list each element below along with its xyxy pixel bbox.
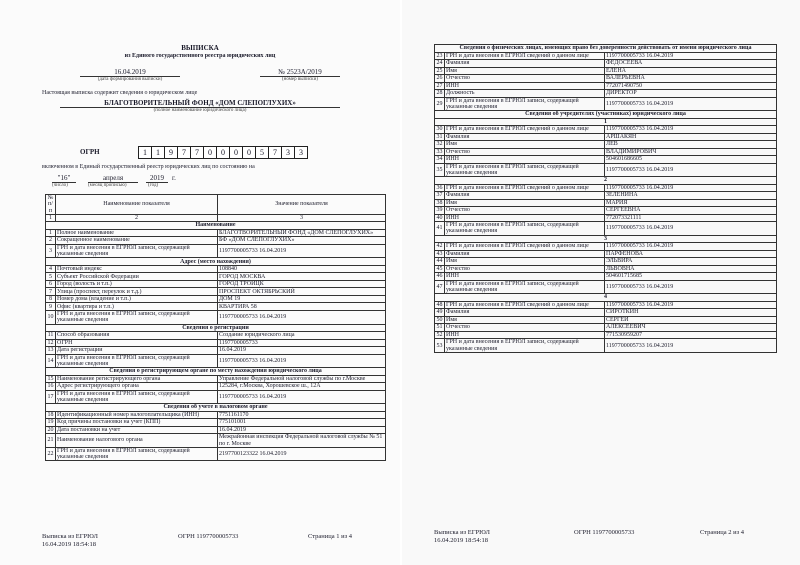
section-heading-title: Адрес (место нахождения) — [46, 258, 386, 266]
table-row — [46, 237, 386, 245]
indicator-value: 16.04.2019 — [218, 426, 386, 434]
indicator-value: 1197700005733 16.04.2019 — [605, 243, 777, 251]
table-row — [46, 339, 386, 347]
indicator-value: ГОРОД ТРОИЦК — [218, 280, 386, 288]
row-number: 16 — [47, 383, 54, 390]
table-row — [46, 310, 386, 324]
founder-index-title: 1 — [435, 118, 777, 126]
indicator-name: Отчество — [445, 324, 605, 332]
row-number: 25 — [436, 67, 443, 74]
table-row — [435, 199, 777, 207]
table-row — [435, 222, 777, 236]
indicator-name: Фамилия — [445, 250, 605, 258]
footer-left-title: Выписка из ЕГРЮЛ — [434, 529, 490, 536]
ogrn-digit: 7 — [190, 146, 204, 159]
indicator-value: ПАРФЕНОВА — [605, 250, 777, 258]
section-heading — [46, 222, 386, 230]
indicator-name: ГРН и дата внесения в ЕГРЮЛ сведений о данном лице — [445, 243, 605, 251]
row-number: 42 — [436, 243, 443, 250]
state-day: "16" — [52, 174, 76, 183]
row-number: 5 — [46, 273, 56, 281]
founder-index — [435, 118, 777, 126]
row-number: 13 — [47, 347, 54, 354]
indicator-name: ГРН и дата внесения в ЕГРЮЛ записи, содержащей указанные сведения — [56, 390, 218, 404]
row-number: 17 — [46, 390, 56, 404]
indicator-value: 1197700005733 16.04.2019 — [218, 390, 386, 404]
indicator-name: Отчество — [445, 75, 605, 83]
table-row — [435, 243, 777, 251]
indicator-value: АРШАКЯН — [605, 133, 777, 141]
header-number: 3 — [218, 214, 386, 222]
row-number: 48 — [436, 301, 443, 308]
row-number: 43 — [436, 250, 443, 257]
table-row — [46, 434, 386, 448]
register-table-page-1 — [45, 194, 386, 461]
row-number: 23 — [436, 52, 443, 59]
table-row — [435, 156, 777, 164]
indicator-value: 108840 — [218, 265, 386, 273]
row-number: 41 — [435, 222, 445, 236]
indicator-value: ДОМ 19 — [218, 295, 386, 303]
table-row — [46, 244, 386, 258]
extract-title: ВЫПИСКА — [181, 44, 219, 52]
row-number: 11 — [46, 332, 56, 340]
section-heading — [46, 368, 386, 376]
indicator-value: 1197700005733 16.04.2019 — [218, 310, 386, 324]
indicator-name: Отчество — [445, 265, 605, 273]
indicator-value: МАРИЯ — [605, 199, 777, 207]
section-heading — [46, 258, 386, 266]
table-row — [435, 60, 777, 68]
footer-left-date: 16.04.2019 18:54:18 — [434, 537, 488, 544]
table-row — [435, 133, 777, 141]
indicator-name: Почтовый индекс — [56, 265, 218, 273]
indicator-name: Имя — [445, 67, 605, 75]
ogrn-digit-boxes — [138, 146, 307, 159]
row-number: 3 — [46, 244, 56, 258]
table-row — [46, 383, 386, 391]
founder-index-title: 4 — [435, 294, 777, 302]
extract-date: 16.04.2019 — [80, 68, 180, 77]
month-caption: (месяц прописью) — [88, 183, 127, 188]
indicator-name: ГРН и дата внесения в ЕГРЮЛ записи, содержащей указанные сведения — [56, 310, 218, 324]
intro-text: Настоящая выписка содержит сведения о юридическом лице — [42, 90, 198, 96]
table-row — [435, 309, 777, 317]
table-row — [46, 447, 386, 461]
ogrn-label: ОГРН — [80, 148, 100, 156]
footer-page-number: Страница 1 из 4 — [308, 533, 353, 540]
document-page-2 — [402, 0, 800, 565]
indicator-name: ГРН и дата внесения в ЕГРЮЛ записи, содержащей указанные сведения — [445, 222, 605, 236]
table-row — [46, 419, 386, 427]
indicator-value: ФЕДОСЕЕВА — [605, 60, 777, 68]
row-number: 2 — [46, 237, 56, 245]
footer-page-number: Страница 2 из 4 — [700, 529, 745, 536]
indicator-value: 16.04.2019 — [218, 347, 386, 355]
entity-name: БЛАГОТВОРИТЕЛЬНЫЙ ФОНД «ДОМ СЛЕПОГЛУХИХ» — [60, 99, 340, 108]
indicator-value: 1197700005733 16.04.2019 — [605, 184, 777, 192]
row-number: 46 — [436, 273, 443, 280]
ogrn-digit: 0 — [242, 146, 256, 159]
table-row — [435, 316, 777, 324]
table-row — [46, 411, 386, 419]
indicator-name: Имя — [445, 141, 605, 149]
row-number: 9 — [46, 303, 56, 311]
indicator-value: Управление Федеральной налоговой службы по г.Москве — [218, 375, 386, 383]
indicator-value: 1197700005733 16.04.2019 — [605, 97, 777, 111]
indicator-value: 1197700005733 16.04.2019 — [605, 301, 777, 309]
indicator-value: СЕРГЕЙ — [605, 316, 777, 324]
section-heading-title: Сведения о регистрирующем органе по месту нахождения юридического лица — [46, 368, 386, 376]
section-heading-title: Сведения о физических лицах, имеющих право без доверенности действовать от имени юридического лица — [435, 45, 777, 53]
section-heading-title: Наименование — [46, 222, 386, 230]
indicator-name: ГРН и дата внесения в ЕГРЮЛ сведений о данном лице — [445, 301, 605, 309]
indicator-name: Наименование налогового органа — [56, 434, 218, 448]
indicator-value: ВАЛЕРЬЕВНА — [605, 75, 777, 83]
indicator-value: 1197700005733 16.04.2019 — [218, 244, 386, 258]
row-number: 44 — [436, 258, 443, 265]
table-row — [435, 214, 777, 222]
ogrn-digit: 1 — [151, 146, 165, 159]
indicator-name: ИНН — [445, 331, 605, 339]
indicator-name: Номер дома (владение и т.п.) — [56, 295, 218, 303]
table-row — [46, 265, 386, 273]
founder-index — [435, 235, 777, 243]
indicator-name: ГРН и дата внесения в ЕГРЮЛ записи, содержащей указанные сведения — [445, 163, 605, 177]
indicator-value: 1197700005733 16.04.2019 — [605, 126, 777, 134]
indicator-value: Создание юридического лица — [218, 332, 386, 340]
indicator-name: Фамилия — [445, 133, 605, 141]
table-row — [46, 347, 386, 355]
section-heading — [46, 324, 386, 332]
indicator-name: Дата регистрации — [56, 347, 218, 355]
indicator-value: 125284, г.Москва, Хорошевское ш., 12А — [218, 383, 386, 391]
row-number: 34 — [436, 156, 443, 163]
indicator-value: 504601686605 — [605, 156, 777, 164]
row-number: 29 — [435, 97, 445, 111]
indicator-name: Способ образования — [56, 332, 218, 340]
row-number: 20 — [47, 426, 54, 433]
table-row — [435, 258, 777, 266]
indicator-value: ЭЛЬВИРА — [605, 258, 777, 266]
table-row — [46, 354, 386, 368]
included-text: включенном в Единый государственный реестр юридических лиц по состоянию на — [42, 164, 255, 170]
indicator-name: ГРН и дата внесения в ЕГРЮЛ записи, содержащей указанные сведения — [445, 339, 605, 353]
row-number: 10 — [46, 310, 56, 324]
extract-subtitle: из Единого государственного реестра юридических лиц — [124, 53, 276, 59]
ogrn-digit: 0 — [203, 146, 217, 159]
table-row — [435, 250, 777, 258]
indicator-name: ИНН — [445, 273, 605, 281]
indicator-name: ИНН — [445, 214, 605, 222]
year-caption: (год) — [148, 183, 159, 188]
indicator-name: Субъект Российской Федерации — [56, 273, 218, 281]
founder-index-title: 3 — [435, 235, 777, 243]
row-number: 7 — [46, 288, 56, 296]
table-row — [46, 426, 386, 434]
indicator-name: Должность — [445, 90, 605, 98]
row-number: 6 — [46, 280, 56, 288]
indicator-name: Имя — [445, 258, 605, 266]
indicator-value: ЛЬВОВНА — [605, 265, 777, 273]
indicator-value: 775101001 — [218, 419, 386, 427]
indicator-name: ГРН и дата внесения в ЕГРЮЛ записи, содержащей указанные сведения — [56, 354, 218, 368]
ogrn-digit: 0 — [229, 146, 243, 159]
day-caption: (число) — [52, 183, 68, 188]
table-row — [435, 339, 777, 353]
indicator-name: ГРН и дата внесения в ЕГРЮЛ сведений о данном лице — [445, 52, 605, 60]
ogrn-digit: 0 — [216, 146, 230, 159]
extract-number: № 2523А/2019 — [260, 68, 340, 77]
indicator-name: Полное наименование — [56, 229, 218, 237]
indicator-name: Дата постановки на учет — [56, 426, 218, 434]
indicator-value: ДИРЕКТОР — [605, 90, 777, 98]
indicator-value: 504601715685 — [605, 273, 777, 281]
indicator-name: Идентификационный номер налогоплательщика (ИНН) — [56, 411, 218, 419]
row-number: 45 — [436, 265, 443, 272]
table-row — [435, 67, 777, 75]
footer-ogrn: ОГРН 1197700005733 — [178, 533, 239, 540]
indicator-value: БЛАГОТВОРИТЕЛЬНЫЙ ФОНД «ДОМ СЛЕПОГЛУХИХ» — [218, 229, 386, 237]
state-year-suffix: г. — [172, 174, 176, 182]
ogrn-digit: 9 — [164, 146, 178, 159]
indicator-value: 7751161170 — [218, 411, 386, 419]
table-row — [435, 141, 777, 149]
header-number: 1 — [46, 214, 56, 222]
founder-index — [435, 177, 777, 185]
row-number: 52 — [436, 331, 443, 338]
table-row — [435, 148, 777, 156]
section-heading-title: Сведения о регистрации — [46, 324, 386, 332]
table-row — [435, 324, 777, 332]
ogrn-digit: 3 — [294, 146, 308, 159]
table-row — [435, 82, 777, 90]
indicator-value: 1197700005733 16.04.2019 — [218, 354, 386, 368]
section-heading — [46, 404, 386, 412]
footer-left-date: 16.04.2019 18:54:18 — [42, 541, 96, 548]
indicator-name: Фамилия — [445, 309, 605, 317]
header-numbers-row — [46, 214, 386, 222]
row-number: 14 — [46, 354, 56, 368]
table-row — [435, 273, 777, 281]
table-row — [435, 97, 777, 111]
extract-date-caption: (дата формирования выписки) — [97, 77, 163, 82]
section-heading — [435, 45, 777, 53]
indicator-name: Фамилия — [445, 60, 605, 68]
row-number: 36 — [436, 184, 443, 191]
indicator-value: 771530959207 — [605, 331, 777, 339]
row-number: 40 — [436, 214, 443, 221]
row-number: 26 — [436, 75, 443, 82]
section-heading — [435, 111, 777, 119]
indicator-name: ГРН и дата внесения в ЕГРЮЛ записи, содержащей указанные сведения — [445, 97, 605, 111]
row-number: 37 — [436, 192, 443, 199]
indicator-name: ИНН — [445, 82, 605, 90]
row-number: 53 — [435, 339, 445, 353]
indicator-name: Код причины постановки на учет (КПП) — [56, 419, 218, 427]
indicator-value: БФ «ДОМ СЛЕПОГЛУХИХ» — [218, 237, 386, 245]
row-number: 24 — [436, 60, 443, 67]
row-number: 50 — [436, 316, 443, 323]
indicator-name: ГРН и дата внесения в ЕГРЮЛ записи, содержащей указанные сведения — [56, 244, 218, 258]
indicator-value: КВАРТИРА 58 — [218, 303, 386, 311]
indicator-name: ОГРН — [56, 339, 218, 347]
indicator-name: Отчество — [445, 207, 605, 215]
table-row — [46, 390, 386, 404]
ogrn-digit: 7 — [177, 146, 191, 159]
indicator-name: Адрес регистрирующего органа — [56, 383, 218, 391]
row-number: 38 — [436, 199, 443, 206]
row-number: 22 — [46, 447, 56, 461]
indicator-name: ГРН и дата внесения в ЕГРЮЛ сведений о данном лице — [445, 126, 605, 134]
header-value: Значение показателя — [218, 195, 386, 215]
indicator-name: ГРН и дата внесения в ЕГРЮЛ записи, содержащей указанные сведения — [56, 447, 218, 461]
table-row — [435, 126, 777, 134]
ogrn-digit: 3 — [281, 146, 295, 159]
register-table-page-2 — [434, 44, 777, 353]
indicator-value: 1197700005733 16.04.2019 — [605, 52, 777, 60]
section-heading-title: Сведения об учредителях (участниках) юридического лица — [435, 111, 777, 119]
indicator-value: 2197700123322 16.04.2019 — [218, 447, 386, 461]
row-number: 18 — [47, 411, 54, 418]
table-row — [435, 75, 777, 83]
row-number: 32 — [436, 141, 443, 148]
row-number: 15 — [47, 375, 54, 382]
indicator-name: Наименование регистрирующего органа — [56, 375, 218, 383]
indicator-name: ГРН и дата внесения в ЕГРЮЛ записи, содержащей указанные сведения — [445, 280, 605, 294]
indicator-value: 1197700005733 16.04.2019 — [605, 222, 777, 236]
table-row — [46, 273, 386, 281]
row-number: 27 — [436, 82, 443, 89]
table-row — [435, 184, 777, 192]
row-number: 19 — [47, 419, 54, 426]
indicator-value: 772071490750 — [605, 82, 777, 90]
table-row — [46, 303, 386, 311]
indicator-name: ГРН и дата внесения в ЕГРЮЛ сведений о данном лице — [445, 184, 605, 192]
indicator-value: Межрайонная инспекция Федеральной налоговой службы № 51 по г. Москве — [218, 434, 386, 448]
table-row — [435, 331, 777, 339]
indicator-value: АЛЕКСЕЕВИЧ — [605, 324, 777, 332]
table-row — [435, 163, 777, 177]
row-number: 47 — [435, 280, 445, 294]
section-heading-title: Сведения об учете в налоговом органе — [46, 404, 386, 412]
indicator-value: ПРОСПЕКТ ОКТЯБРЬСКИЙ — [218, 288, 386, 296]
indicator-value: 1197700005733 — [218, 339, 386, 347]
indicator-value: СИРОТКИН — [605, 309, 777, 317]
indicator-value: 1197700005733 16.04.2019 — [605, 280, 777, 294]
footer-ogrn: ОГРН 1197700005733 — [574, 529, 635, 536]
row-number: 31 — [436, 133, 443, 140]
indicator-name: Отчество — [445, 148, 605, 156]
indicator-name: Город (волость и т.п.) — [56, 280, 218, 288]
table-header-row — [46, 195, 386, 215]
table-row — [46, 280, 386, 288]
indicator-value: 772073321111 — [605, 214, 777, 222]
indicator-name: Фамилия — [445, 192, 605, 200]
indicator-value: ЕЛЕНА — [605, 67, 777, 75]
row-number: 33 — [436, 148, 443, 155]
table-row — [46, 332, 386, 340]
row-number: 30 — [436, 126, 443, 133]
state-month: апреля — [88, 174, 138, 183]
table-row — [46, 295, 386, 303]
table-row — [435, 52, 777, 60]
indicator-name: Офис (квартира и т.п.) — [56, 303, 218, 311]
table-row — [435, 90, 777, 98]
extract-number-caption: (номер выписки) — [282, 77, 318, 82]
row-number: 49 — [436, 309, 443, 316]
indicator-value: СЕРГЕЕВНА — [605, 207, 777, 215]
entity-name-caption: (полное наименование юридического лица) — [153, 108, 247, 113]
row-number: 39 — [436, 207, 443, 214]
indicator-name: Сокращенное наименование — [56, 237, 218, 245]
row-number: 35 — [435, 163, 445, 177]
row-number: 1 — [46, 229, 56, 237]
row-number: 4 — [46, 265, 56, 273]
header-name: Наименование показателя — [56, 195, 218, 215]
indicator-name: Улица (проспект, переулок и т.д.) — [56, 288, 218, 296]
header-number: 2 — [56, 214, 218, 222]
row-number: 28 — [436, 90, 443, 97]
founder-index-title: 2 — [435, 177, 777, 185]
indicator-value: 1197700005733 16.04.2019 — [605, 339, 777, 353]
ogrn-digit: 1 — [138, 146, 152, 159]
table-row — [435, 301, 777, 309]
table-row — [435, 265, 777, 273]
table-row — [435, 192, 777, 200]
state-year: 2019 — [146, 174, 168, 183]
indicator-name: Имя — [445, 316, 605, 324]
table-row — [46, 229, 386, 237]
row-number: 51 — [436, 324, 443, 331]
table-row — [435, 207, 777, 215]
row-number: 12 — [47, 339, 54, 346]
indicator-name: ИНН — [445, 156, 605, 164]
footer-left-title: Выписка из ЕГРЮЛ — [42, 533, 98, 540]
indicator-value: 1197700005733 16.04.2019 — [605, 163, 777, 177]
table-row — [46, 288, 386, 296]
row-number: 8 — [46, 295, 56, 303]
indicator-name: Имя — [445, 199, 605, 207]
header-num: № п/п — [46, 195, 56, 215]
table-row — [46, 375, 386, 383]
indicator-value: ГОРОД МОСКВА — [218, 273, 386, 281]
ogrn-digit: 5 — [255, 146, 269, 159]
indicator-value: ЗЕЛЕНИНА — [605, 192, 777, 200]
table-row — [435, 280, 777, 294]
founder-index — [435, 294, 777, 302]
ogrn-digit: 7 — [268, 146, 282, 159]
indicator-value: ВЛАДИМИРОВИЧ — [605, 148, 777, 156]
row-number: 21 — [46, 434, 56, 448]
indicator-value: ЛЕВ — [605, 141, 777, 149]
